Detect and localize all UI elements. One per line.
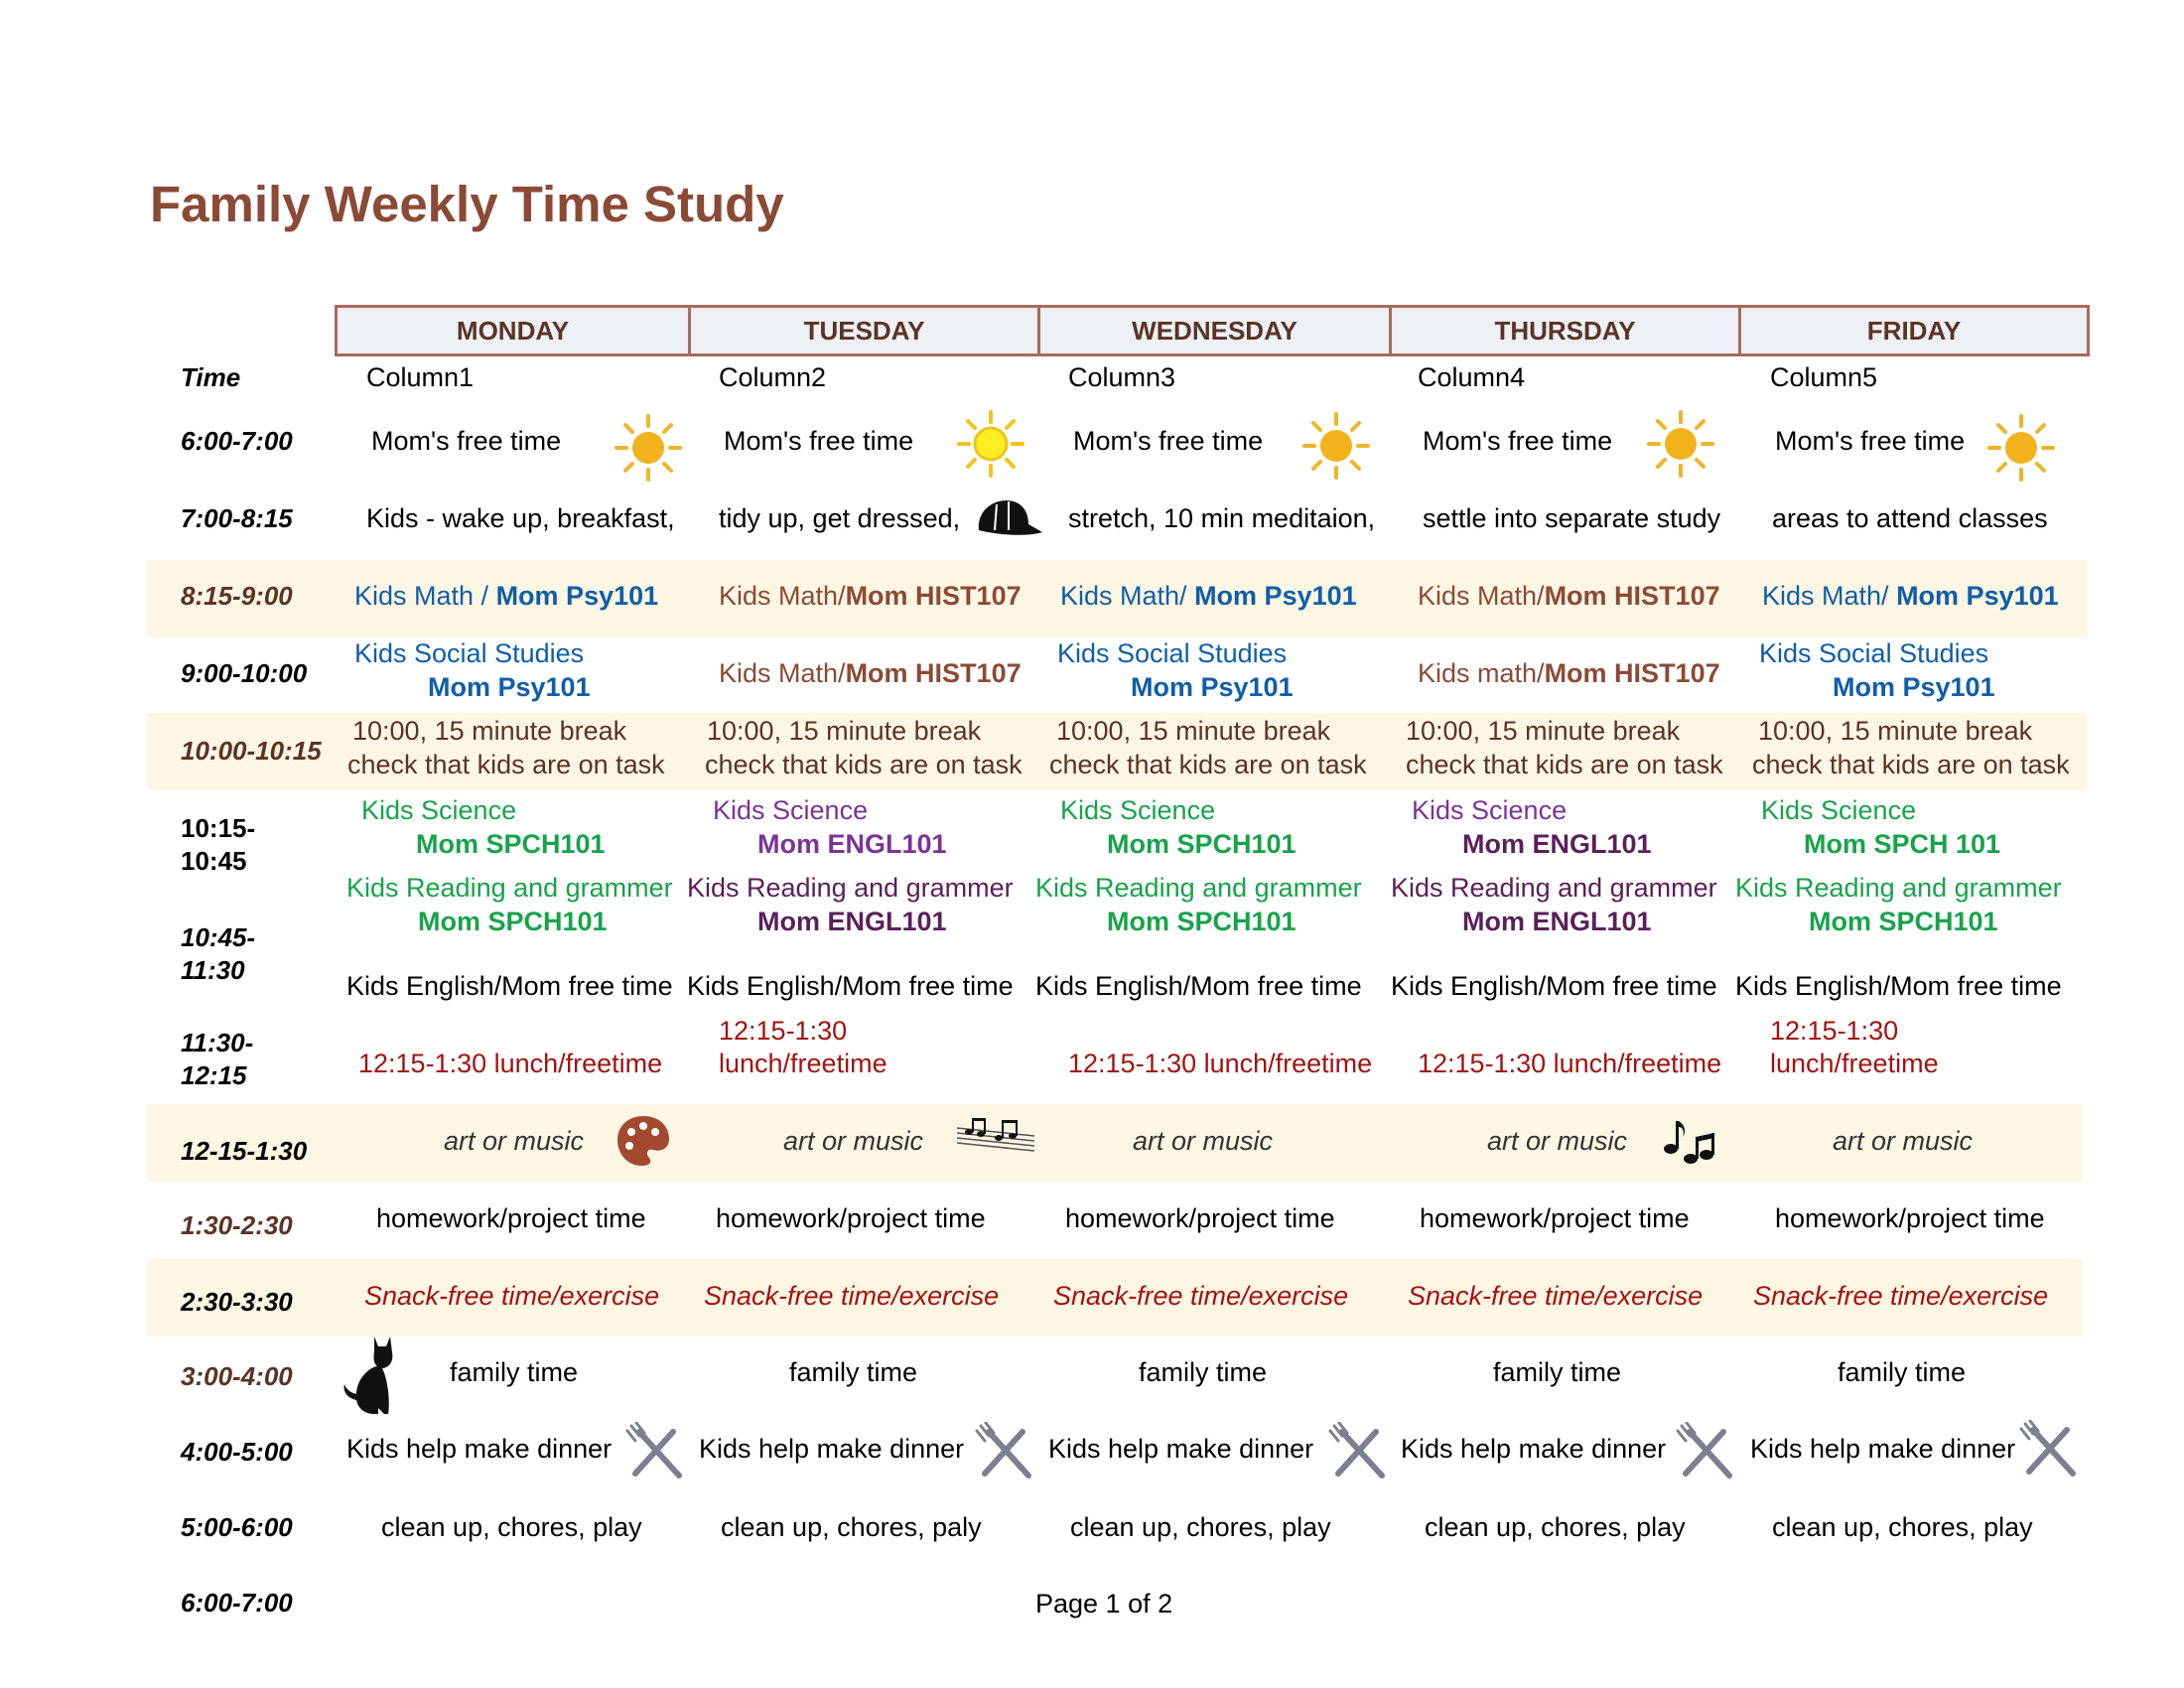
schedule-cell: Kids Science — [1412, 795, 1568, 825]
schedule-cell: Mom SPCH101 — [1809, 907, 1998, 936]
row-band — [147, 1104, 2083, 1182]
schedule-cell: check that kids are on task — [1049, 750, 1367, 779]
schedule-cell: Mom SPCH101 — [418, 907, 608, 936]
schedule-cell: Mom's free time — [1775, 426, 1966, 456]
schedule-cell: Kids Reading and grammer — [1035, 873, 1362, 903]
day-header: FRIDAY — [1866, 316, 1962, 346]
time-label: 10:00-10:15 — [181, 736, 322, 766]
schedule-cell: Kids English/Mom free time — [1391, 971, 1717, 1001]
schedule-cell: Mom's free time — [371, 426, 562, 456]
schedule-cell: Kids help make dinner — [1048, 1434, 1314, 1464]
schedule-cell: Mom ENGL101 — [757, 829, 947, 859]
schedule-cell: Snack-free time/exercise — [1753, 1281, 2049, 1311]
schedule-cell: clean up, chores, play — [1772, 1512, 2033, 1542]
time-label: 11:30- 12:15 — [181, 1028, 254, 1090]
time-label: 10:15- 10:45 — [181, 813, 256, 876]
schedule-cell: Mom ENGL101 — [1462, 829, 1652, 859]
schedule-cell: clean up, chores, play — [1070, 1512, 1331, 1542]
schedule-cell: Mom ENGL101 — [757, 907, 947, 936]
day-header: TUESDAY — [691, 308, 1040, 353]
column-label: Column2 — [719, 362, 827, 392]
schedule-cell: homework/project time — [1065, 1203, 1335, 1233]
schedule-cell: family time — [450, 1357, 579, 1387]
schedule-cell: Kids Reading and grammer — [1735, 873, 2062, 903]
schedule-cell: Mom ENGL101 — [1462, 907, 1652, 936]
schedule-cell: check that kids are on task — [1406, 750, 1723, 779]
schedule-cell: art or music — [1833, 1126, 1974, 1156]
time-label: 2:30-3:30 — [181, 1287, 293, 1317]
column-label: Column3 — [1068, 362, 1176, 392]
schedule-cell: stretch, 10 min meditaion, — [1068, 503, 1376, 533]
schedule-cell: lunch/freetime — [719, 1049, 887, 1078]
schedule-cell: Snack-free time/exercise — [704, 1281, 1000, 1311]
time-label: 7:00-8:15 — [181, 503, 293, 533]
sheet-music-icon — [955, 1114, 1036, 1154]
day-header-row — [335, 305, 2090, 356]
schedule-cell: Mom's free time — [724, 426, 914, 456]
schedule-cell: Kids Math/Mom HIST107 — [719, 581, 1022, 611]
column-label: Column1 — [366, 362, 475, 392]
fork-knife-icon — [1328, 1422, 1390, 1483]
schedule-cell: Snack-free time/exercise — [1053, 1281, 1349, 1311]
schedule-cell: check that kids are on task — [1752, 750, 2070, 779]
schedule-cell: Kids Science — [1761, 795, 1917, 825]
schedule-cell: Kids help make dinner — [346, 1434, 613, 1464]
schedule-cell: Mom SPCH101 — [416, 829, 606, 859]
schedule-cell: family time — [1493, 1357, 1622, 1387]
schedule-cell: Kids - wake up, breakfast, — [366, 503, 675, 533]
schedule-cell: Mom Psy101 — [1833, 672, 1995, 702]
schedule-cell: Kids English/Mom free time — [346, 971, 673, 1001]
schedule-cell: Kids help make dinner — [699, 1434, 965, 1464]
schedule-cell: 12:15-1:30 lunch/freetime — [358, 1049, 663, 1078]
schedule-cell: Mom Psy101 — [428, 672, 591, 702]
schedule-cell: homework/project time — [1775, 1203, 2045, 1233]
schedule-cell: 10:00, 15 minute break — [707, 716, 982, 746]
schedule-cell: 12:15-1:30 lunch/freetime — [1068, 1049, 1373, 1078]
day-header: THURSDAY — [1392, 308, 1741, 353]
schedule-cell: Kids Math/Mom HIST107 — [719, 658, 1022, 688]
sun-icon — [613, 412, 684, 484]
schedule-cell: art or music — [1133, 1126, 1274, 1156]
schedule-cell: Kids Science — [361, 795, 517, 825]
time-label: 1:30-2:30 — [181, 1210, 293, 1240]
schedule-cell: lunch/freetime — [1770, 1049, 1939, 1078]
schedule-cell: Mom SPCH101 — [1107, 829, 1297, 859]
sun-icon — [955, 408, 1026, 480]
time-label: 6:00-7:00 — [181, 1588, 293, 1618]
schedule-cell: 10:00, 15 minute break — [352, 716, 627, 746]
schedule-cell: Kids Social Studies — [354, 638, 585, 668]
sun-icon — [1645, 408, 1716, 480]
fork-knife-icon — [625, 1422, 687, 1483]
schedule-cell: Mom Psy101 — [1131, 672, 1294, 702]
schedule-cell: family time — [789, 1357, 918, 1387]
schedule-cell: Kids Math/ Mom Psy101 — [1762, 581, 2059, 611]
schedule-cell: 12:15-1:30 lunch/freetime — [1418, 1049, 1722, 1078]
schedule-cell: Kids Reading and grammer — [346, 873, 673, 903]
schedule-cell: Kids math/Mom HIST107 — [1418, 658, 1720, 688]
schedule-cell: Mom's free time — [1423, 426, 1613, 456]
schedule-cell: Mom SPCH101 — [1107, 907, 1297, 936]
schedule-cell: Kids help make dinner — [1401, 1434, 1667, 1464]
schedule-cell: Snack-free time/exercise — [364, 1281, 660, 1311]
schedule-cell: 12:15-1:30 — [1770, 1016, 1899, 1046]
schedule-cell: 10:00, 15 minute break — [1758, 716, 2033, 746]
column-label: Column5 — [1770, 362, 1878, 392]
schedule-cell: 12:15-1:30 — [719, 1016, 848, 1046]
schedule-cell: Mom SPCH 101 — [1804, 829, 2001, 859]
schedule-cell: Mom's free time — [1073, 426, 1264, 456]
music-notes-icon — [1661, 1115, 1714, 1169]
schedule-cell: Kids Math / Mom Psy101 — [354, 581, 659, 611]
time-label: 6:00-7:00 — [181, 426, 293, 456]
schedule-cell: Kids Social Studies — [1759, 638, 1989, 668]
cat-icon — [339, 1331, 404, 1416]
time-label: 10:45- 11:30 — [181, 922, 256, 985]
schedule-cell: check that kids are on task — [705, 750, 1023, 779]
schedule-cell: Kids Math/Mom HIST107 — [1418, 581, 1720, 611]
cap-icon — [973, 496, 1044, 540]
fork-knife-icon — [975, 1422, 1036, 1483]
time-label: 8:15-9:00 — [181, 581, 293, 611]
schedule-cell: Kids English/Mom free time — [687, 971, 1014, 1001]
time-label: 5:00-6:00 — [181, 1512, 293, 1542]
time-label: 12-15-1:30 — [181, 1136, 308, 1166]
schedule-cell: Kids Science — [1060, 795, 1216, 825]
schedule-cell: clean up, chores, play — [381, 1512, 642, 1542]
fork-knife-icon — [2019, 1420, 2081, 1481]
column-label: Column4 — [1418, 362, 1526, 392]
day-header: MONDAY — [338, 308, 691, 353]
schedule-cell: Kids English/Mom free time — [1735, 971, 2062, 1001]
schedule-cell: art or music — [1487, 1126, 1628, 1156]
time-header: Time — [181, 362, 241, 392]
page-title: Family Weekly Time Study — [150, 176, 784, 232]
time-label: 3:00-4:00 — [181, 1361, 293, 1391]
sun-icon — [1300, 410, 1372, 482]
schedule-cell: areas to attend classes — [1772, 503, 2048, 533]
schedule-cell: clean up, chores, play — [1425, 1512, 1686, 1542]
schedule-cell: family time — [1838, 1357, 1967, 1387]
schedule-cell: check that kids are on task — [347, 750, 665, 779]
day-header: WEDNESDAY — [1040, 308, 1392, 353]
schedule-cell: homework/project time — [716, 1203, 986, 1233]
palette-icon — [614, 1112, 673, 1168]
schedule-cell: Snack-free time/exercise — [1408, 1281, 1704, 1311]
schedule-cell: Kids Social Studies — [1057, 638, 1288, 668]
page-number: Page 1 of 2 — [1035, 1589, 1173, 1618]
sun-icon — [1985, 412, 2057, 484]
schedule-cell: family time — [1139, 1357, 1268, 1387]
schedule-cell: 10:00, 15 minute break — [1056, 716, 1331, 746]
schedule-cell: Kids Reading and grammer — [687, 873, 1014, 903]
schedule-cell: tidy up, get dressed, — [719, 503, 961, 533]
schedule-cell: homework/project time — [376, 1203, 646, 1233]
schedule-cell: settle into separate study — [1423, 503, 1721, 533]
schedule-cell: Kids English/Mom free time — [1035, 971, 1362, 1001]
schedule-cell: 10:00, 15 minute break — [1406, 716, 1681, 746]
schedule-cell: Kids Math/ Mom Psy101 — [1060, 581, 1357, 611]
schedule-cell: Kids Reading and grammer — [1391, 873, 1717, 903]
time-label: 4:00-5:00 — [181, 1437, 293, 1467]
schedule-cell: Kids help make dinner — [1750, 1434, 2016, 1464]
time-label: 9:00-10:00 — [181, 658, 308, 688]
schedule-cell: art or music — [444, 1126, 585, 1156]
schedule-cell: homework/project time — [1420, 1203, 1690, 1233]
fork-knife-icon — [1676, 1422, 1737, 1483]
schedule-cell: art or music — [783, 1126, 924, 1156]
schedule-cell: Kids Science — [713, 795, 869, 825]
schedule-cell: clean up, chores, paly — [721, 1512, 982, 1542]
